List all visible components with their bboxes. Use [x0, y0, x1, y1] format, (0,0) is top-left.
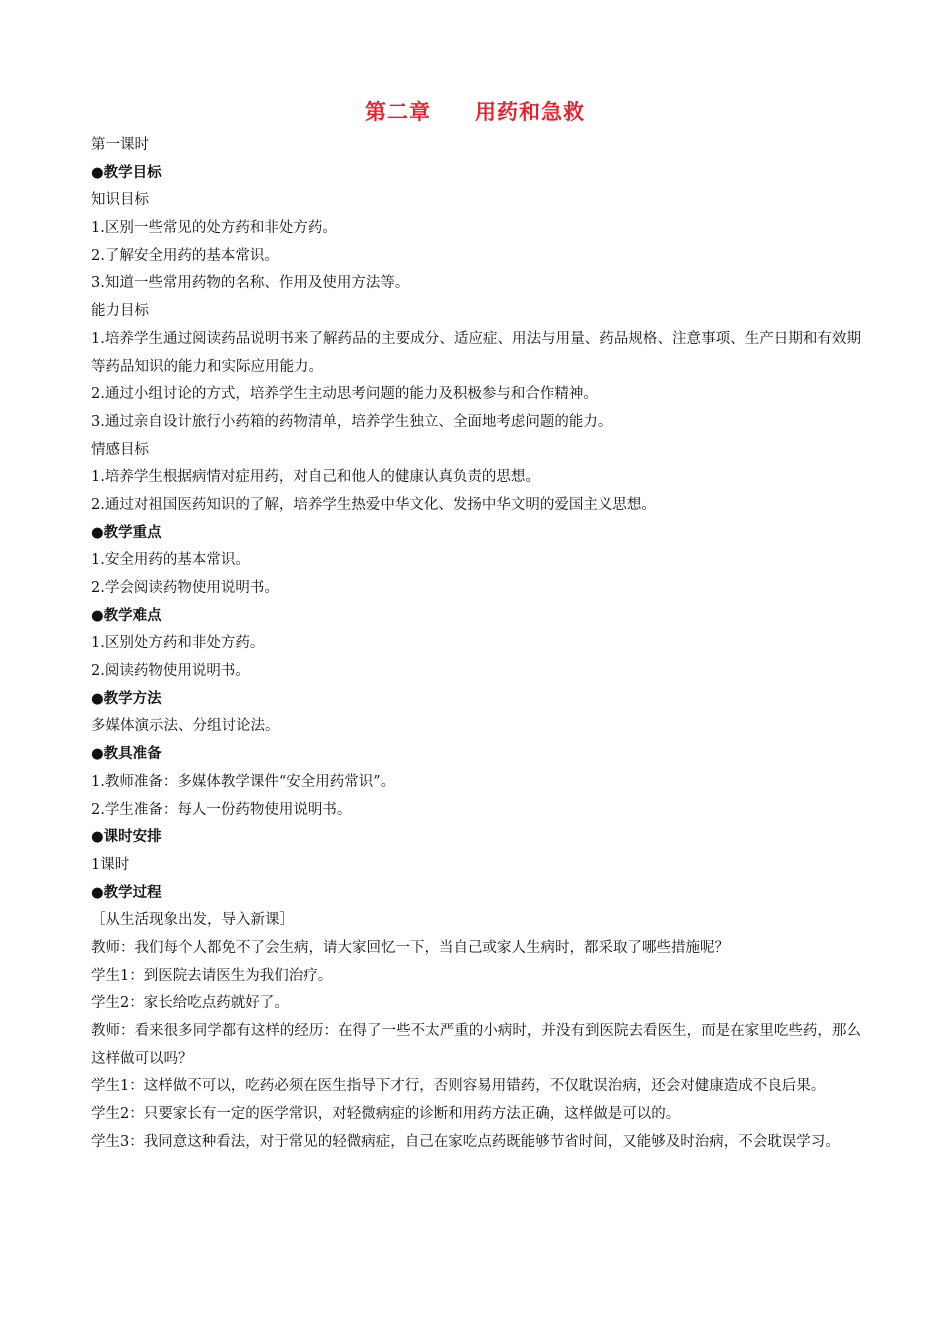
section-heading: ●教学目标	[91, 164, 162, 181]
chapter-name: 用药和急救	[475, 100, 585, 124]
text-line: 1.安全用药的基本常识。	[91, 552, 250, 569]
text-line: 2.学会阅读药物使用说明书。	[91, 580, 279, 597]
section-heading: ●教具准备	[91, 746, 162, 763]
text-line: 1.区别一些常见的处方药和非处方药。	[91, 220, 337, 237]
section-heading: ●课时安排	[91, 829, 162, 846]
lesson-plan-body	[91, 132, 861, 1157]
text-line: 多媒体演示法、分组讨论法。	[91, 718, 280, 735]
text-line: 2.学生准备：每人一份药物使用说明书。	[91, 801, 352, 818]
text-line: 学生2：只要家长有一定的医学常识，对轻微病症的诊断和用药方法正确，这样做是可以的。	[91, 1106, 681, 1123]
text-line: 1.教师准备：多媒体教学课件“安全用药常识”。	[91, 773, 396, 790]
text-line: 3.知道一些常用药物的名称、作用及使用方法等。	[91, 275, 410, 292]
chapter-number: 第二章	[365, 100, 431, 124]
text-line: 2.通过对祖国医药知识的了解，培养学生热爱中华文化、发扬中华文明的爱国主义思想。	[91, 496, 656, 513]
paragraph: 学生1：这样做不可以，吃药必须在医生指导下才行，否则容易用错药，不仅耽误治病，还会对健康造成不良后果。	[91, 1078, 826, 1095]
paragraph: 1.培养学生通过阅读药品说明书来了解药品的主要成分、适应症、用法与用量、药品规格、注意事项、生产日期和有效期等药品知识的能力和实际应用能力。	[91, 330, 861, 375]
text-line: 1.培养学生根据病情对症用药，对自己和他人的健康认真负责的思想。	[91, 469, 540, 486]
text-line: 1课时	[91, 856, 130, 873]
text-line: 学生1：到医院去请医生为我们治疗。	[91, 967, 333, 984]
section-heading: ●教学方法	[91, 690, 162, 707]
section-heading: ●教学难点	[91, 607, 162, 624]
text-line: 教师：我们每个人都免不了会生病，请大家回忆一下，当自己或家人生病时，都采取了哪些措施呢？	[91, 939, 729, 956]
text-line: 学生2：家长给吃点药就好了。	[91, 995, 289, 1012]
text-line: 3.通过亲自设计旅行小药箱的药物清单，培养学生独立、全面地考虑问题的能力。	[91, 413, 613, 430]
text-line: 2.了解安全用药的基本常识。	[91, 247, 279, 264]
text-line: 1.区别处方药和非处方药。	[91, 635, 265, 652]
page-title	[0, 96, 950, 126]
paragraph: 教师：看来很多同学都有这样的经历：在得了一些不太严重的小病时，并没有到医院去看医生，而是在家里吃些药，那么这样做可以吗？	[91, 1023, 861, 1067]
text-line: 能力目标	[91, 303, 149, 320]
text-line: 2.阅读药物使用说明书。	[91, 663, 250, 680]
text-line: ［从生活现象出发，导入新课］	[91, 912, 294, 929]
paragraph: 学生3：我同意这种看法，对于常见的轻微病症，自己在家吃点药既能够节省时间，又能够及时治病，不会耽误学习。	[91, 1133, 840, 1150]
text-line: 2.通过小组讨论的方式，培养学生主动思考问题的能力及积极参与和合作精神。	[91, 386, 598, 403]
text-line: 知识目标	[91, 192, 149, 209]
text-line: 情感目标	[91, 441, 149, 458]
section-heading: ●教学过程	[91, 884, 162, 901]
text-line: 第一课时	[91, 137, 149, 153]
section-heading: ●教学重点	[91, 524, 162, 541]
